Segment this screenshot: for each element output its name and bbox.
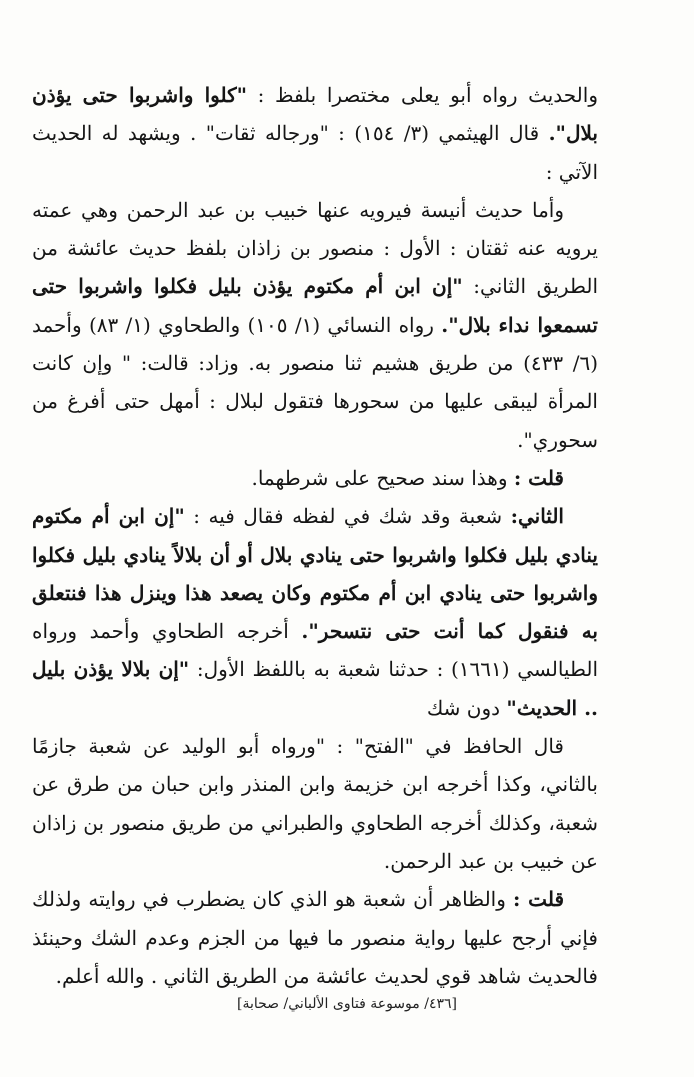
- hadith-quote: "إن بلالا يؤذن بليل .. الحديث": [32, 657, 598, 720]
- paragraph-1: [32, 76, 598, 191]
- text-run: شعبة وقد شك في لفظه فقال فيه :: [184, 504, 511, 529]
- main-text: [32, 76, 598, 995]
- qultu-label: قلت :: [513, 887, 564, 912]
- paragraph-6: [32, 880, 598, 995]
- paragraph-5: [32, 727, 598, 880]
- text-run: وهذا سند صحيح على شرطهما.: [251, 465, 514, 490]
- paragraph-3: [32, 459, 598, 497]
- hadith-quote: "إن ابن أم مكتوم يؤذن بليل فكلوا واشربوا حتى تسمعوا نداء بلال".: [32, 274, 598, 337]
- section-label: الثاني:: [510, 504, 564, 529]
- hadith-quote: "إن ابن أم مكتوم ينادي بليل فكلوا واشربوا حتى ينادي بلال أو أن بلالاً ينادي بليل فكلوا واشربوا حتى ينادي ابن أم مكتوم وكان يصعد هذا وينزل هذا فنتعلق به فنقول كما أنت حتى نتسحر".: [32, 504, 598, 644]
- text-run: أخرجه الطحاوي وأحمد ورواه الطيالسي (١٦٦١) : حدثنا شعبة به باللفظ الأول:: [32, 619, 599, 682]
- paragraph-2: [32, 191, 598, 459]
- text-run: قال الهيثمي (٣/ ١٥٤) : "ورجاله ثقات" . ويشهد له الحديث الآتي :: [32, 121, 598, 184]
- text-run: رواه النسائي (١/ ١٠٥) والطحاوي (١/ ٨٣) وأحمد (٦/ ٤٣٣) من طريق هشيم ثنا منصور به. وزاد: قالت: " وإن كانت المرأة ليبقى عليها من سحورها فتقول لبلال : أمهل حتى أفرغ من سحوري".: [32, 312, 598, 452]
- text-run: والحديث رواه أبو يعلى مختصرا بلفظ :: [247, 83, 598, 107]
- text-run: والظاهر أن شعبة هو الذي كان يضطرب في روايته ولذلك فإني أرجح عليها رواية منصور ما فيها من الجزم وعدم الشك وحينئذ فالحديث شاهد قوي لحديث عائشة من الطريق الثاني . والله أعلم.: [32, 887, 598, 988]
- page-footer: [٤٣٦/ موسوعة فتاوى الألباني/ صحابة]: [237, 996, 457, 1012]
- hadith-quote: "كلوا واشربوا حتى يؤذن بلال".: [32, 83, 598, 146]
- text-run: وأما حديث أنيسة فيرويه عنها خبيب بن عبد الرحمن وهي عمته يرويه عنه ثقتان : الأول : منصور بن زاذان بلفظ حديث عائشة من الطريق الثاني:: [32, 197, 598, 299]
- text-run: دون شك: [426, 695, 507, 720]
- paragraph-4: [32, 497, 598, 727]
- qultu-label: قلت :: [513, 465, 564, 490]
- text-run: قال الحافظ في "الفتح" : "ورواه أبو الوليد عن شعبة جازمًا بالثاني، وكذا أخرجه ابن خزيمة وابن المنذر وابن حبان من طرق عن شعبة، وكذلك أخرجه الطحاوي والطبراني من طريق منصور بن زاذان عن خبيب بن عبد الرحمن.: [32, 734, 598, 873]
